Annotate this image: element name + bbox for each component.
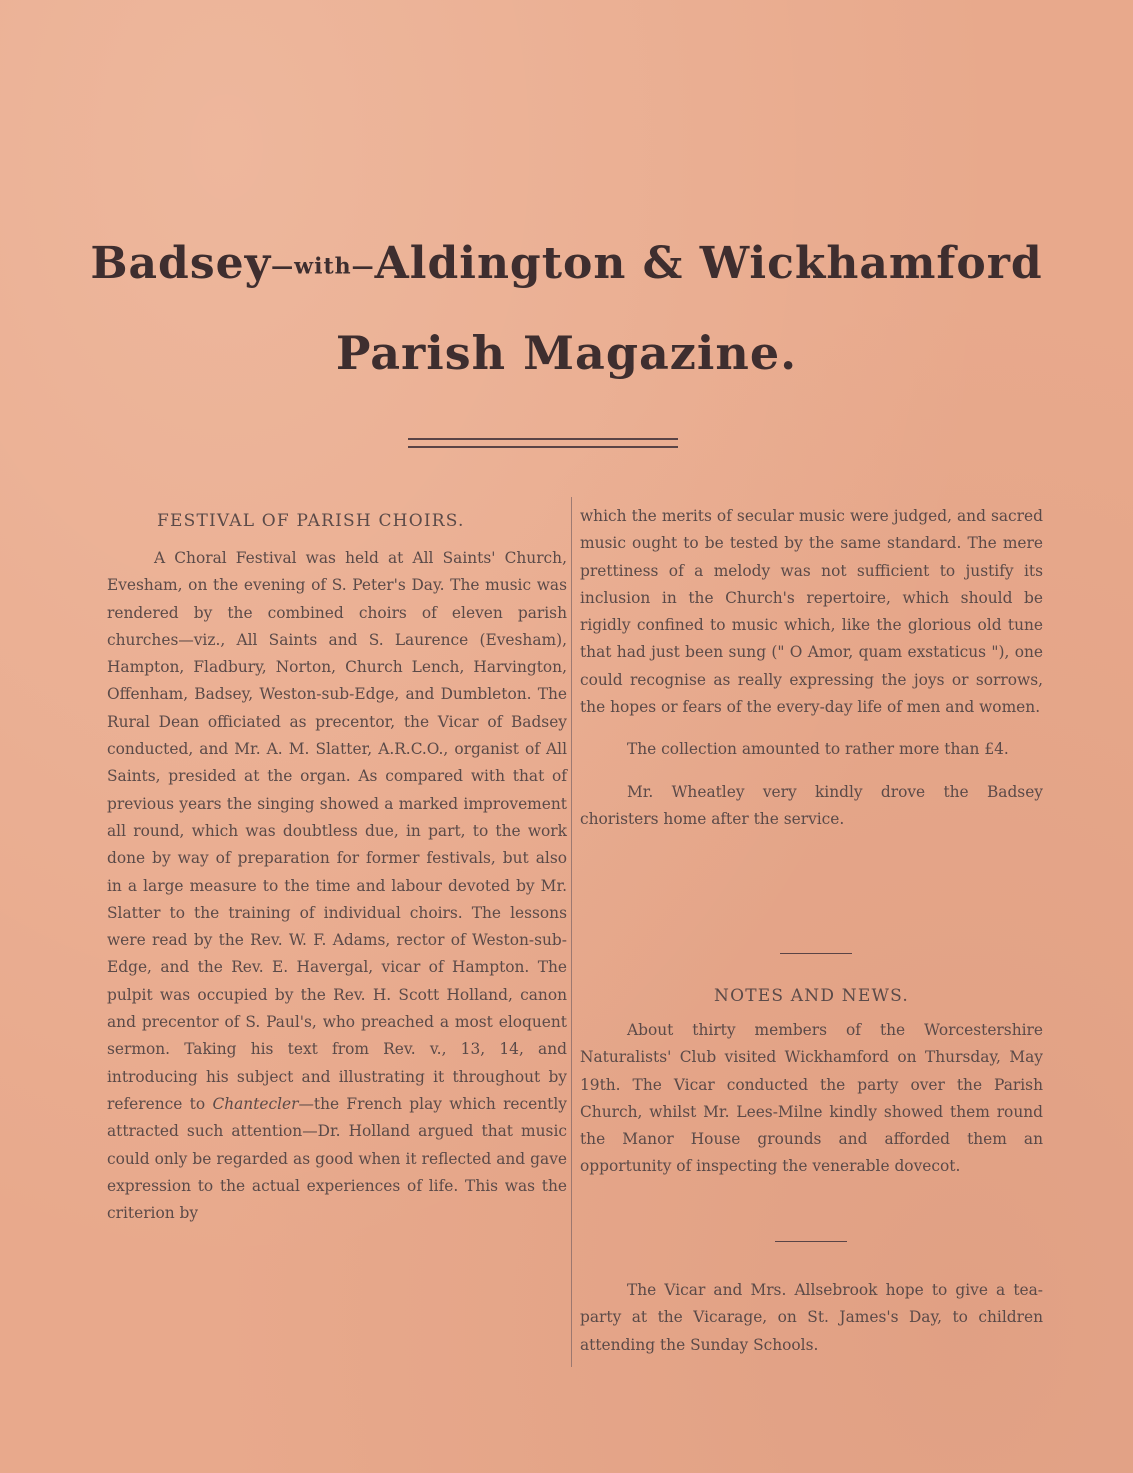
- masthead-badsey: Badsey: [90, 238, 272, 289]
- masthead-title: [0, 238, 1133, 289]
- left-column: [107, 545, 567, 1227]
- festival-paragraph-1-continued: which the merits of secular music were judged, and sacred music ought to be tested by the same standard. The mere prettiness of a melody was not sufficient to justify its inclusion in the Church's repertoire, which should be rigidly confined to music which, like the glorious old tune that had just been sung (" O Amor, quam exstaticus "), one could recognise as really expressing the joys or sorrows, the hopes or fears of the every-day life of men and women.: [580, 507, 1043, 717]
- masthead-with: —with—: [271, 253, 375, 280]
- section-divider-2: [775, 1241, 847, 1242]
- festival-paragraph-2: The collection amounted to rather more than £4.: [627, 740, 1009, 759]
- notes-column-2: [580, 1277, 1043, 1359]
- masthead-aldington-wickhamford: Aldington & Wickhamford: [374, 238, 1043, 289]
- festival-heading: FESTIVAL OF PARISH CHOIRS.: [157, 511, 465, 531]
- notes-paragraph-1: About thirty members of the Worcestershire Naturalists' Club visited Wickhamford on Thursday, May 19th. The Vicar conducted the party over the Parish Church, whilst Mr. Lees-Milne kindly showed them round the Manor House grounds and afforded them an opportunity of inspecting the venerable dovecot.: [580, 1021, 1043, 1176]
- section-divider-1: [780, 953, 852, 954]
- festival-paragraph-1: [107, 545, 567, 1227]
- right-column: [580, 503, 1043, 833]
- masthead-subtitle: Parish Magazine.: [335, 326, 798, 380]
- column-divider: [571, 497, 572, 1367]
- festival-p1-text-end: —the French play which recently attracted such attention—Dr. Holland argued that music could only be regarded as good when it reflected and gave expression to the actual experiences of life. This was the criterion by: [107, 1094, 567, 1223]
- festival-p1-italic: Chantecler: [212, 1094, 299, 1113]
- notes-heading: NOTES AND NEWS.: [714, 986, 909, 1006]
- notes-column: [580, 1017, 1043, 1181]
- festival-p1-text: A Choral Festival was held at All Saints' Church, Evesham, on the evening of S. Peter's Day. The music was rendered by the combined choirs of eleven parish churches—viz., All Saints and S. Laurence (Evesham), Hampton, Fladbury, Norton, Church Lench, Harvington, Offenham, Badsey, Weston-sub-Edge, and Dumbleton. The Rural Dean officiated as precentor, the Vicar of Badsey conducted, and Mr. A. M. Slatter, A.R.C.O., organist of All Saints, presided at the organ. As compared with that of previous years the singing showed a marked improvement all round, which was doubtless due, in part, to the work done by way of preparation for former festivals, but also in a large measure to the time and labour devoted by Mr. Slatter to the training of individual choirs. The lessons were read by the Rev. W. F. Adams, rector of Weston-sub-Edge, and the Rev. E. Havergal, vicar of Hampton. The pulpit was occupied by the Rev. H. Scott Holland, canon and precentor of S. Paul's, who preached a most eloquent sermon. Taking his text from Rev. v., 13, 14, and introducing his subject and illustrating it throughout by reference to: [107, 549, 567, 1113]
- festival-paragraph-3: Mr. Wheatley very kindly drove the Badsey choristers home after the service.: [580, 782, 1043, 828]
- notes-paragraph-2: The Vicar and Mrs. Allsebrook hope to give a tea-party at the Vicarage, on St. James's Day, to children attending the Sunday Schools.: [580, 1281, 1043, 1354]
- masthead-double-rule: [408, 438, 678, 448]
